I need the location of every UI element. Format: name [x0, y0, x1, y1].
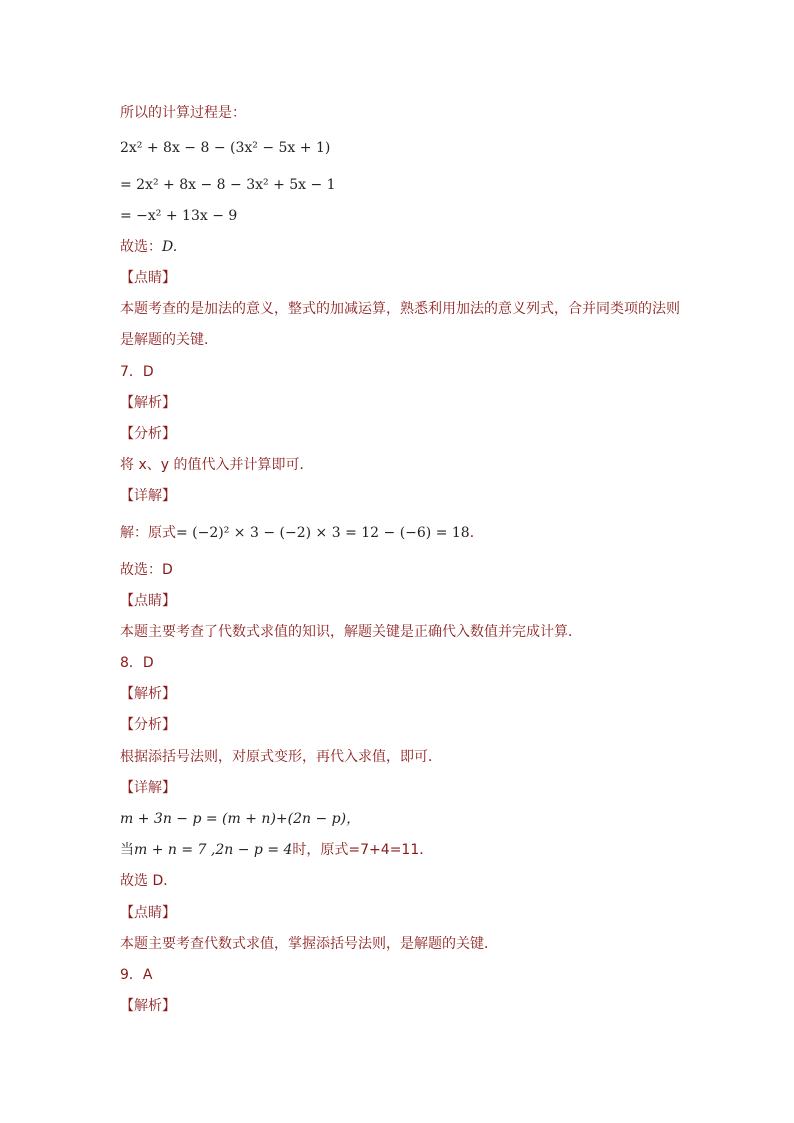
- q7-solution: [120, 524, 484, 542]
- q8-fenxi-heading: 【分析】: [120, 717, 176, 733]
- q7-detail-heading: 【详解】: [120, 488, 176, 504]
- q8-step2-suffix: 时，原式=7+4=11．: [292, 842, 434, 858]
- q7-fenxi-text: 将 x、y 的值代入并计算即可．: [120, 457, 314, 473]
- q7-number: 7．D: [120, 364, 154, 380]
- q7-comment-heading: 【点睛】: [120, 593, 176, 609]
- q8-step2: [120, 841, 433, 859]
- q6-step3: = −x² + 13x − 9: [120, 208, 238, 224]
- q7-fenxi-heading: 【分析】: [120, 426, 176, 442]
- q8-analysis-heading: 【解析】: [120, 686, 176, 702]
- q6-comment-line1: 本题考查的是加法的意义，整式的加减运算，熟悉利用加法的意义列式，合并同类项的法则: [120, 301, 680, 317]
- q6-comment-line2: 是解题的关键.: [120, 332, 209, 348]
- q9-analysis-heading: 【解析】: [120, 998, 176, 1014]
- q8-step2-prefix: 当: [120, 842, 134, 858]
- q9-number: 9．A: [120, 967, 153, 983]
- q6-answer-prefix: 故选：: [120, 239, 162, 255]
- q8-comment-text: 本题主要考查代数式求值，掌握添括号法则，是解题的关键．: [120, 936, 498, 952]
- q8-detail-heading: 【详解】: [120, 780, 176, 796]
- q6-comment-heading: 【点睛】: [120, 270, 176, 286]
- q7-answer: 故选：D: [120, 562, 173, 578]
- q6-intro: 所以的计算过程是：: [120, 105, 246, 121]
- q7-analysis-heading: 【解析】: [120, 395, 176, 411]
- q8-answer: 故选 D．: [120, 873, 178, 889]
- q8-comment-heading: 【点睛】: [120, 905, 176, 921]
- q7-solution-math: = (−2)² × 3 − (−2) × 3 = 12 − (−6) = 18: [176, 525, 470, 541]
- q8-step1: m + 3n − p = (m + n)+(2n − p)，: [120, 811, 361, 827]
- q7-solution-prefix: 解：原式: [120, 525, 176, 541]
- q6-answer-value: D.: [162, 239, 178, 255]
- q8-number: 8．D: [120, 655, 154, 671]
- q7-comment-text: 本题主要考查了代数式求值的知识，解题关键是正确代入数值并完成计算．: [120, 624, 582, 640]
- q6-step1: 2x² + 8x − 8 − (3x² − 5x + 1): [120, 140, 331, 156]
- q6-step2: = 2x² + 8x − 8 − 3x² + 5x − 1: [120, 177, 336, 193]
- q8-step2-math: m + n = 7 ,2n − p = 4: [134, 842, 293, 858]
- q7-solution-suffix: ．: [469, 525, 484, 541]
- q8-fenxi-text: 根据添括号法则，对原式变形，再代入求值，即可．: [120, 749, 442, 765]
- q6-answer: [120, 238, 177, 256]
